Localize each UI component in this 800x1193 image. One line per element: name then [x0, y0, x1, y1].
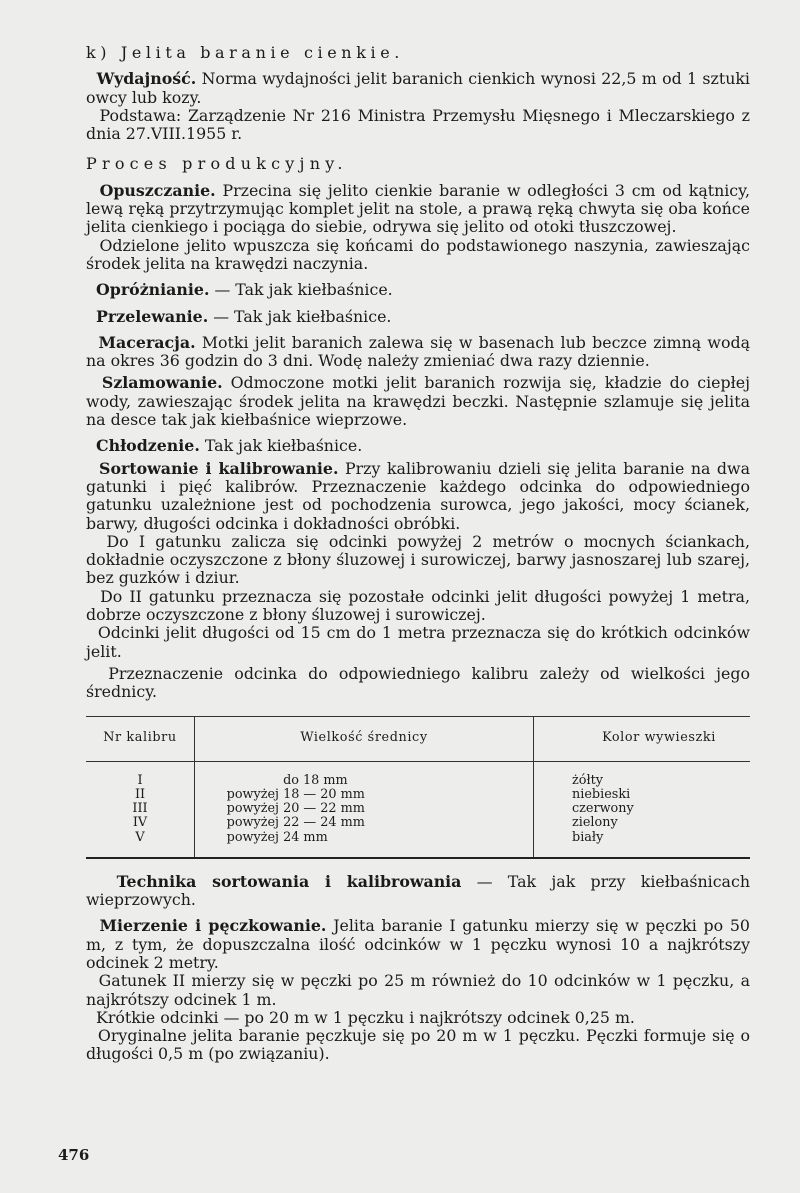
paragraph-text: Tak jak kiełbaśnice.	[199, 436, 363, 456]
paragraph-text: Odmoczone motki jelit baranich rozwija się, kładzie do ciepłej wody, zawieszając środek jelita na krawędzi beczki. Następnie szlamuje się jelita na desce tak jak kiełbaśnice wieprzowe.	[86, 373, 750, 430]
header-tag-color: Kolor wywieszki	[534, 716, 751, 761]
table-row	[86, 816, 750, 830]
diameter-prefix: powyżej	[226, 786, 279, 802]
tag-color: żółty	[572, 772, 603, 788]
header-diameter: Wielkość średnicy	[195, 716, 534, 761]
page-number: 476	[58, 1146, 90, 1164]
diameter-range: 20 — 22 mm	[283, 801, 365, 817]
term-label: Szlamowanie.	[101, 373, 223, 393]
diameter-cell	[195, 788, 534, 802]
term-label: Technika sortowania i kalibrowania	[116, 871, 462, 891]
paragraph-sortowanie-3	[86, 588, 750, 625]
paragraph-basis	[86, 107, 750, 144]
paragraph-text: Do II gatunku przeznacza się pozostałe odcinki jelit długości powyżej 1 metra, dobrze oczyszczone z błony śluzowej i surowiczej.	[86, 586, 750, 625]
section-heading: k) Jelita baranie cienkie.	[86, 43, 404, 62]
diameter-cell	[195, 816, 534, 830]
paragraph-opuszczanie	[86, 182, 750, 237]
page-body	[86, 44, 750, 1064]
paragraph-text: Krótkie odcinki — po 20 m w 1 pęczku i najkrótszy odcinek 0,25 m.	[96, 1007, 635, 1027]
table-row	[86, 774, 750, 788]
table-row	[86, 802, 750, 816]
diameter-range: do 18 mm	[283, 772, 348, 788]
paragraph-text: Podstawa: Zarządzenie Nr 216 Ministra Przemysłu Mięsnego i Mleczarskiego z dnia 27.VIII.1955 r.	[86, 105, 750, 144]
paragraph-chlodzenie	[86, 437, 750, 455]
paragraph-wydajnosc	[86, 70, 750, 107]
paragraph-text: Motki jelit baranich zalewa się w basenach lub beczce zimną wodą na okres 36 godzin do 3 dni. Wodę należy zmieniać dwa razy dziennie.	[86, 332, 750, 371]
paragraph-text: — Tak jak kiełbaśnice.	[209, 280, 393, 300]
term-label: Przelewanie.	[96, 306, 209, 326]
paragraph-text: — Tak jak przy kiełbaśnicach wieprzowych.	[86, 871, 750, 910]
diameter-cell	[195, 831, 534, 845]
paragraph-przelewanie	[86, 308, 750, 326]
process-heading: Proces produkcyjny.	[86, 154, 348, 174]
tag-color: czerwony	[572, 801, 634, 817]
paragraph-mierzenie	[86, 917, 750, 972]
diameter-prefix: powyżej	[226, 801, 279, 817]
table-header-row	[86, 716, 750, 761]
diameter-range: 24 mm	[283, 829, 328, 845]
table-row	[86, 788, 750, 802]
paragraph-text: Gatunek II mierzy się w pęczki po 25 m również do 10 odcinków w 1 pęczku, a najkrótszy odcinek 1 m.	[86, 971, 750, 1009]
paragraph-oproznianie	[86, 281, 750, 299]
paragraph-opuszczanie-2	[86, 237, 750, 274]
tag-color: niebieski	[572, 786, 631, 802]
diameter-prefix: powyżej	[226, 829, 279, 845]
paragraph-text: Odcinki jelit długości od 15 cm do 1 metra przeznacza się do krótkich odcinków jelit.	[86, 623, 751, 661]
diameter-cell	[195, 774, 534, 788]
caliber-number: III	[132, 801, 148, 817]
paragraph-sortowanie-5	[86, 665, 750, 702]
caliber-number: I	[137, 772, 143, 788]
paragraph-mierzenie-4	[86, 1027, 750, 1064]
diameter-range: 22 — 24 mm	[283, 815, 365, 831]
table-row	[86, 831, 750, 845]
term-label: Opuszczanie.	[99, 180, 216, 200]
paragraph-text: Przy kalibrowaniu dzieli się jelita baranie na dwa gatunki i pięć kalibrów. Przeznaczenie każdego odcinka do odpowiedniego gatunku uzależnione jest od pochodzenia surowca, jego jakości, mocy ścianek, barwy, długości odcinka i dokładności obróbki.	[86, 458, 750, 533]
diameter-range: 18 — 20 mm	[283, 786, 365, 802]
paragraph-text: Odzielone jelito wpuszcza się końcami do podstawionego naszynia, zawieszając środek jelita na krawędzi naczynia.	[86, 235, 751, 273]
term-label: Wydajność.	[96, 69, 197, 89]
tag-color: biały	[572, 829, 604, 845]
diameter-prefix: powyżej	[226, 815, 279, 831]
caliber-number: IV	[132, 815, 148, 831]
paragraph-text: — Tak jak kiełbaśnice.	[208, 306, 392, 326]
paragraph-text: Norma wydajności jelit baranich cienkich wynosi 22,5 m od 1 sztuki owcy lub kozy.	[86, 69, 750, 107]
paragraph-text: Jelita baranie I gatunku mierzy się w pęczki po 50 m, z tym, że dopuszczalna ilość odcinków w 1 pęczku wynosi 10 a najkrótszy odcinek 2 metry.	[86, 916, 750, 972]
paragraph-maceracja	[86, 334, 750, 371]
paragraph-sortowanie-4	[86, 624, 750, 661]
paragraph-sortowanie	[86, 460, 750, 533]
caliber-table	[86, 716, 750, 859]
paragraph-mierzenie-2	[86, 972, 750, 1009]
paragraph-sortowanie-2	[86, 533, 750, 588]
term-label: Maceracja.	[98, 332, 196, 352]
diameter-cell	[195, 802, 534, 816]
term-label: Chłodzenie.	[96, 436, 200, 456]
paragraph-text: Przecina się jelito cienkie baranie w odległości 3 cm od kątnicy, lewą ręką przytrzymując komplet jelit na stole, a prawą ręką chwyta się oba końce jelita cienkiego i pociąga do siebie, odrywa się jelito od otoki tłuszczowej.	[86, 180, 750, 237]
paragraph-text: Oryginalne jelita baranie pęczkuje się po 20 m w 1 pęczku. Pęczki formuje się o długości 0,5 m (po związaniu).	[86, 1026, 751, 1064]
tag-color: zielony	[572, 815, 618, 831]
term-label: Opróżnianie.	[96, 280, 210, 300]
paragraph-text: Do I gatunku zalicza się odcinki powyżej 2 metrów o mocnych ściankach, dokładnie oczyszczone z błony śluzowej i surowiczej, barwy jasnoszarej lub szarej, bez guzków i dziur.	[86, 531, 750, 588]
caliber-number: II	[134, 786, 146, 802]
paragraph-technika	[86, 873, 750, 910]
term-label: Sortowanie i kalibrowanie.	[99, 458, 339, 478]
header-caliber-number: Nr kalibru	[86, 716, 195, 761]
caliber-number: V	[135, 829, 145, 845]
paragraph-szlamowanie	[86, 374, 750, 429]
paragraph-mierzenie-3	[86, 1009, 750, 1027]
paragraph-text: Przeznaczenie odcinka do odpowiedniego kalibru zależy od wielkości jego średnicy.	[86, 663, 750, 702]
term-label: Mierzenie i pęczkowanie.	[99, 916, 327, 936]
